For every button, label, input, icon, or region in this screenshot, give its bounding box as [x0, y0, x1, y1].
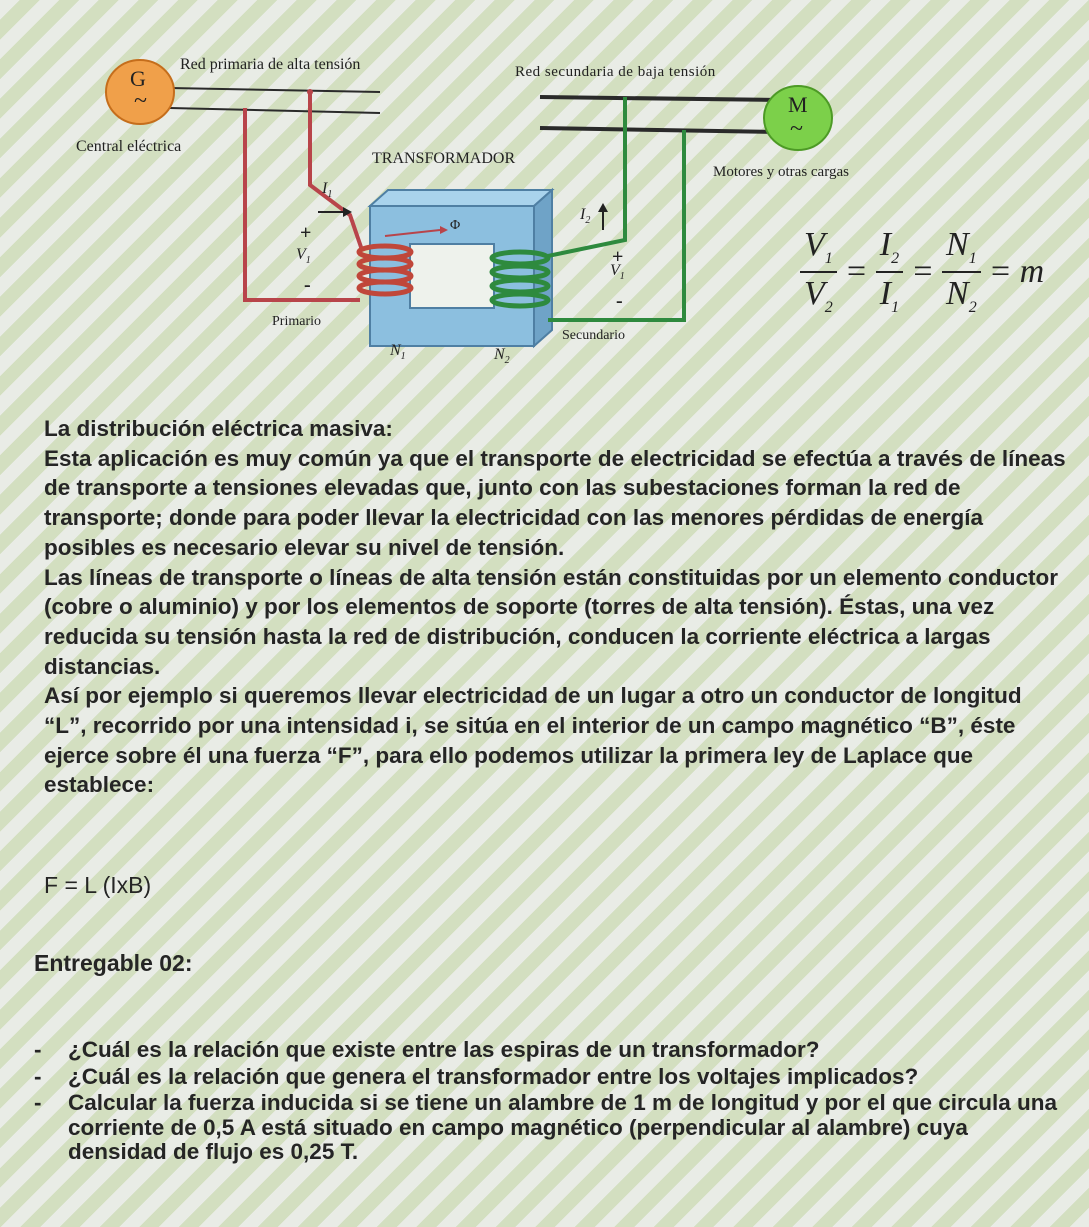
bullet-dash: - [34, 1037, 42, 1062]
motor-letter: M [788, 92, 808, 117]
paragraph-transport: Esta aplicación es muy común ya que el transporte de electricidad se efectúa a través de líneas de transporte a tensiones elevadas que, junto con las subestaciones forman la red de transporte; donde para poder llevar la electricidad con las menores pérdidas de energía posibles es necesario elevar su nivel de tensión. [44, 445, 1066, 560]
section-title: La distribución eléctrica masiva: [44, 416, 393, 441]
voltage-ratio: $\frac{V_1}{V_2}$ [800, 228, 837, 316]
primary-line-bottom [170, 108, 380, 113]
transformer-label: TRANSFORMADOR [372, 150, 516, 167]
generator-wave-icon: ~ [134, 88, 147, 114]
v1-label: $V_1$ [296, 246, 311, 267]
body-text [44, 414, 1068, 800]
flux-label: Φ [450, 218, 461, 233]
transformer-ratio-formula [800, 228, 1044, 316]
paragraph-high-voltage-lines: Las líneas de transporte o líneas de alta tensión están constituidas por un elemento conductor (cobre o aluminio) y por los elementos de soporte (torres de alta tensión). Éstas, una vez reducida su tensión hasta la red de distribución, conducen la corriente eléctrica a largas distancias. [44, 564, 1058, 679]
ratio-result: m [1019, 252, 1045, 290]
power-plant-label: Central eléctrica [76, 138, 182, 155]
i1-label: $I_1$ [322, 180, 333, 201]
v2-label: $V_1$ [610, 262, 625, 283]
deliverable-heading: Entregable 02: [34, 950, 193, 976]
secondary-network-label: Red secundaria de baja tensión [515, 64, 716, 80]
primary-network-label: Red primaria de alta tensión [180, 56, 361, 73]
i2-arrowhead [598, 203, 608, 212]
paragraph-laplace: Así por ejemplo si queremos llevar electricidad de un lugar a otro un conductor de longitud “L”, recorrido por una intensidad i, se sitúa en el interior de un campo magnético “B”, éste ejerce sobre él una fuerza “F”, para ello podemos utilizar la primera ley de Laplace que establece: [44, 683, 1022, 798]
laplace-formula: F = L (IxB) [44, 872, 152, 898]
question-text: ¿Cuál es la relación que genera el transformador entre los voltajes implicados? [68, 1063, 919, 1089]
question-item [34, 1065, 1064, 1090]
primary-wire-supply [310, 92, 362, 250]
v2-minus-sign: - [616, 290, 623, 312]
primary-coil-label: Primario [272, 314, 321, 329]
primary-wire-return [245, 108, 360, 300]
bullet-dash: - [34, 1063, 42, 1089]
current-ratio: $\frac{I_2}{I_1}$ [876, 228, 903, 316]
equals-sign: = [988, 252, 1012, 290]
v1-minus-sign: - [304, 274, 311, 296]
n1-label: $N_1$ [390, 342, 406, 363]
transformer-diagram [0, 0, 1089, 400]
secondary-coil-label: Secundario [562, 328, 625, 343]
v1-plus-sign: + [300, 222, 312, 244]
secondary-line-top [540, 97, 780, 100]
primary-line-top [170, 88, 380, 92]
v2-plus-sign: + [612, 246, 624, 268]
transformer-diagram-svg [0, 0, 1089, 400]
core-top-face [370, 190, 552, 206]
bullet-dash: - [34, 1090, 42, 1115]
motor-wave-icon: ~ [790, 116, 803, 142]
primary-tap-dot [307, 89, 313, 95]
equals-sign: = [911, 252, 935, 290]
n2-label: $N_2$ [494, 346, 510, 367]
secondary-wire-supply [548, 97, 625, 256]
question-text: Calcular la fuerza inducida si se tiene un alambre de 1 m de longitud y por el que circula una corriente de 0,5 A está situado en campo magnético (perpendicular al alambre) cuya densidad de flujo es 0,25 T. [68, 1090, 1058, 1164]
loads-label: Motores y otras cargas [713, 164, 849, 180]
question-item [34, 1091, 1064, 1165]
question-list [34, 1038, 1064, 1167]
i2-label: $I_2$ [580, 206, 591, 227]
question-item [34, 1038, 1064, 1063]
turns-ratio: $\frac{N_1}{N_2}$ [942, 228, 981, 316]
equals-sign: = [844, 252, 868, 290]
core-window [410, 244, 494, 308]
secondary-line-bottom [540, 128, 780, 132]
generator-letter: G [130, 66, 146, 91]
question-text: ¿Cuál es la relación que existe entre las espiras de un transformador? [68, 1037, 820, 1062]
